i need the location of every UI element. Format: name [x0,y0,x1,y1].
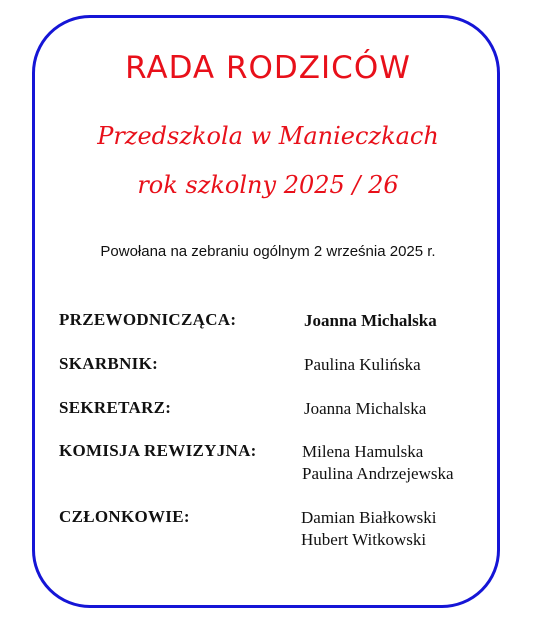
role-names [302,441,454,485]
role-label: KOMISJA REWIZYJNA: [59,441,257,460]
page-title: RADA RODZICÓW [125,50,411,86]
member-name: Joanna Michalska [304,399,427,418]
role-label: SKARBNIK: [59,354,159,373]
role-label: CZŁONKOWIE: [59,507,190,526]
role-label: SEKRETARZ: [59,398,172,417]
role-names [301,507,437,551]
appointment-note: Powołana na zebraniu ogólnym 2 września 2025 r. [100,243,436,260]
role-names [304,354,421,376]
member-name: Damian Białkowski [301,508,437,527]
member-name: Paulina Andrzejewska [302,464,454,483]
member-name: Paulina Kulińska [304,355,421,374]
member-name: Joanna Michalska [304,311,437,330]
subtitle-institution: Przedszkola w Manieczkach [97,122,439,150]
member-name: Milena Hamulska [302,442,424,461]
role-names [304,310,437,332]
member-name: Hubert Witkowski [301,530,427,549]
subtitle-school-year: rok szkolny 2025 / 26 [137,171,399,199]
role-names [304,398,426,420]
role-label: PRZEWODNICZĄCA: [59,310,237,329]
